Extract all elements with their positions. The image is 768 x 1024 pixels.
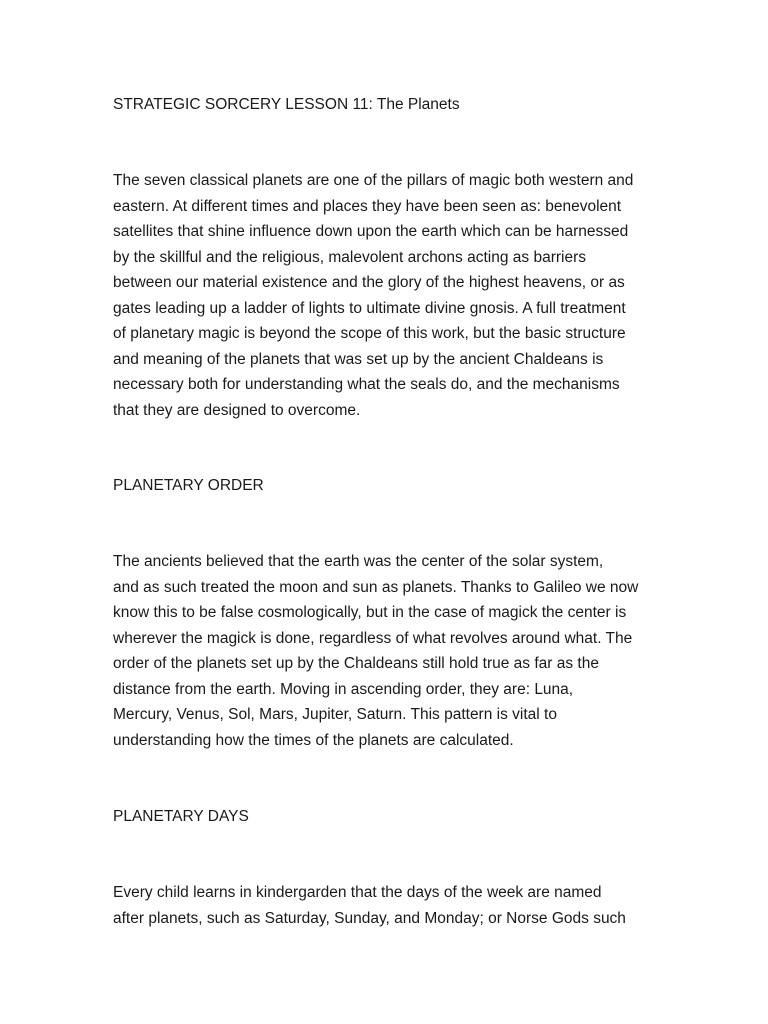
paragraph-intro <box>113 168 658 423</box>
paragraph-line: that they are designed to overcome. <box>113 401 361 419</box>
paragraph-line: after planets, such as Saturday, Sunday, and Monday; or Norse Gods such <box>113 909 626 927</box>
paragraph-line: eastern. At different times and places they have been seen as: benevolent <box>113 197 622 215</box>
paragraph-line: order of the planets set up by the Chaldeans still hold true as far as the <box>113 655 599 672</box>
paragraph-line: wherever the magick is done, regardless of what revolves around what. The <box>113 629 633 647</box>
paragraph-line: know this to be false cosmologically, but in the case of magick the center is <box>113 604 627 621</box>
paragraph-line: satellites that shine influence down upon the earth which can be harnessed <box>113 223 629 240</box>
paragraph-line: The ancients believed that the earth was the center of the solar system, <box>113 553 604 570</box>
section-heading-planetary-order: PLANETARY ORDER <box>113 477 264 494</box>
paragraph-line: and meaning of the planets that was set up by the ancient Chaldeans is <box>113 350 604 368</box>
paragraph-line: and as such treated the moon and sun as planets. Thanks to Galileo we now <box>113 578 639 596</box>
paragraph-line: The seven classical planets are one of the pillars of magic both western and <box>113 172 634 189</box>
paragraph-line: Mercury, Venus, Sol, Mars, Jupiter, Saturn. This pattern is vital to <box>113 706 557 723</box>
paragraph-line: understanding how the times of the planets are calculated. <box>113 731 514 749</box>
paragraph-line: of planetary magic is beyond the scope of this work, but the basic structure <box>113 325 626 342</box>
paragraph-line: gates leading up a ladder of lights to ultimate divine gnosis. A full treatment <box>113 299 626 317</box>
document-title: STRATEGIC SORCERY LESSON 11: The Planets <box>113 96 460 113</box>
paragraph-line: necessary both for understanding what the seals do, and the mechanisms <box>113 376 620 393</box>
paragraph-line: distance from the earth. Moving in ascending order, they are: Luna, <box>113 680 574 698</box>
paragraph-planetary-days <box>113 880 658 931</box>
paragraph-planetary-order <box>113 549 658 753</box>
section-heading-planetary-days: PLANETARY DAYS <box>113 808 249 825</box>
paragraph-line: by the skillful and the religious, malevolent archons acting as barriers <box>113 248 586 266</box>
paragraph-line: between our material existence and the glory of the highest heavens, or as <box>113 274 625 291</box>
paragraph-line: Every child learns in kindergarden that the days of the week are named <box>113 884 602 901</box>
